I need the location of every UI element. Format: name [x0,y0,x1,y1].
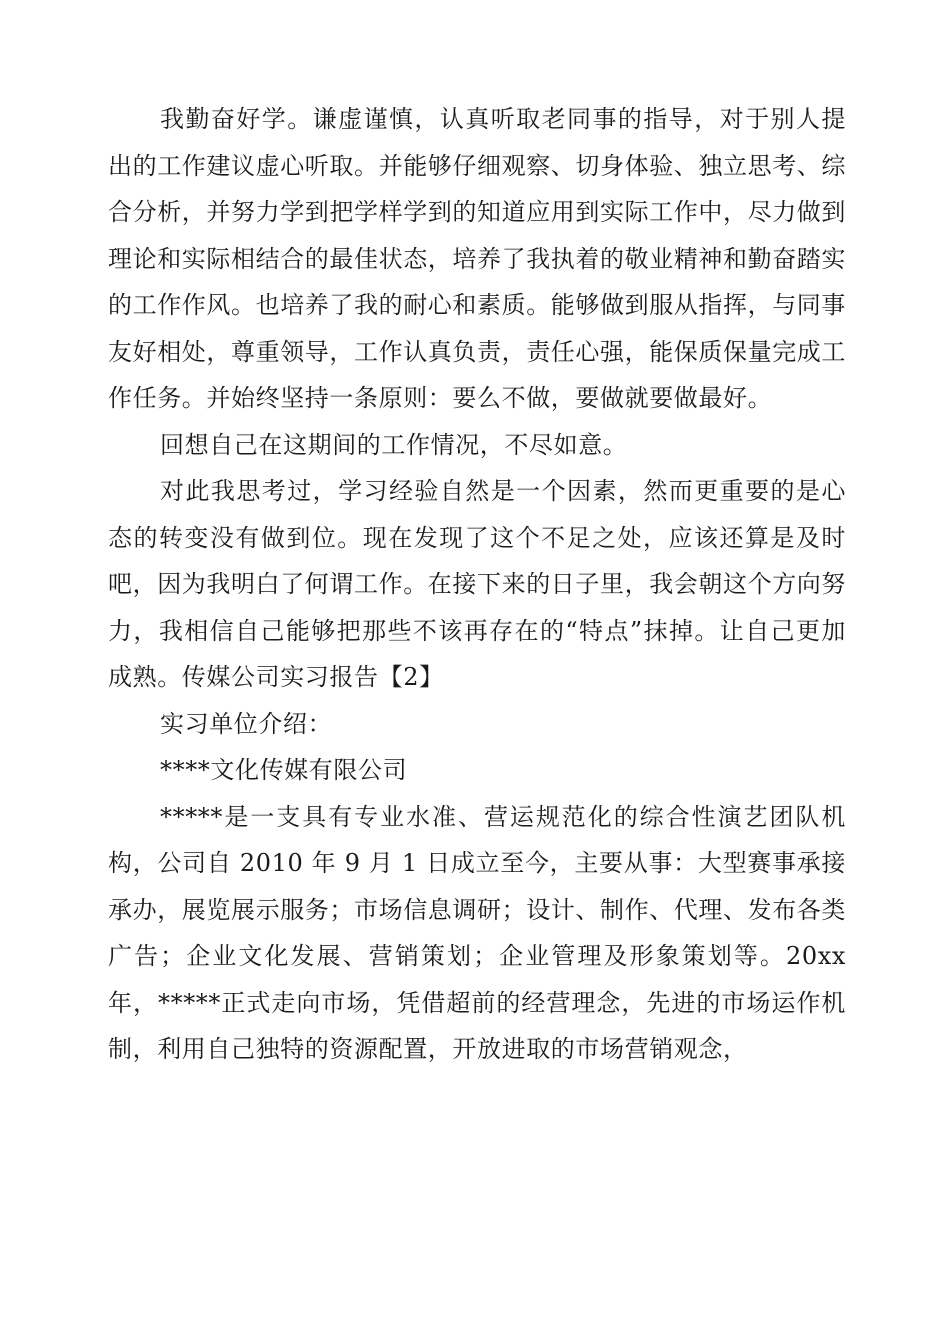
paragraph-reflection: 回想自己在这期间的工作情况，不尽如意。 [160,430,628,459]
paragraph-mindset: 对此我思考过，学习经验自然是一个因素，然而更重要的是心态的转变没有做到位。现在发现了这个不足之处，应该还算是及时吧，因为我明白了何谓工作。在接下来的日子里，我会朝这个方向努力，我相信自己能够把那些不该再存在的“特点”抹掉。让自己更加成熟。传媒公司实习报告【2】 [108,477,846,691]
paragraph-company-name: ****文化传媒有限公司 [160,756,408,784]
paragraph-unit-intro-heading: 实习单位介绍： [160,709,333,738]
paragraph-company-description: *****是一支具有专业水准、营运规范化的综合性演艺团队机构，公司自 2010 年 9 月 1 日成立至今，主要从事：大型赛事承接承办，展览展示服务；市场信息调研；设计、制作、代理、发布各类广告；企业文化发展、营销策划；企业管理及形象策划等。20xx 年，*****正式走向市场，凭借超前的经营理念，先进的市场运作机制，利用自己独特的资源配置，开放进取的市场营销观念， [108,802,846,1063]
document-body [108,96,846,1073]
paragraph-work-attitude: 我勤奋好学。谦虚谨慎，认真听取老同事的指导，对于别人提出的工作建议虚心听取。并能够仔细观察、切身体验、独立思考、综合分析，并努力学到把学样学到的知道应用到实际工作中，尽力做到理论和实际相结合的最佳状态，培养了我执着的敬业精神和勤奋踏实的工作作风。也培养了我的耐心和素质。能够做到服从指挥，与同事友好相处，尊重领导，工作认真负责，责任心强，能保质保量完成工作任务。并始终坚持一条原则：要么不做，要做就要做最好。 [108,105,846,412]
